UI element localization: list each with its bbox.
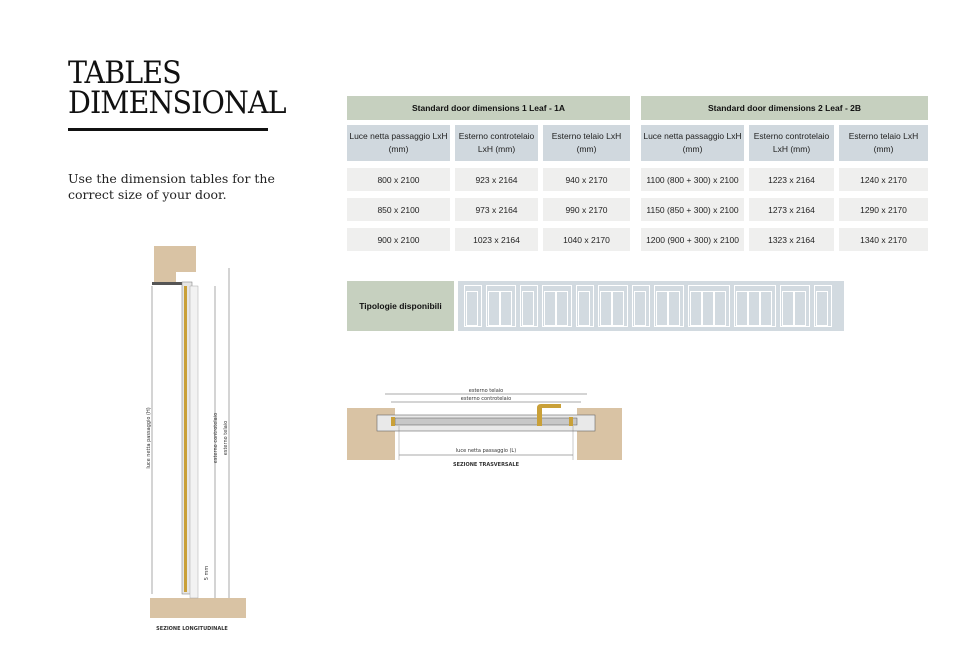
table-2-leaf [641, 96, 928, 251]
typologies-label: Tipologie disponibili [347, 281, 454, 331]
door-leaf-shape [544, 291, 556, 326]
table-cell: 1100 (800 + 300) x 2100 [641, 168, 744, 191]
door-leaf [395, 418, 577, 425]
door-leaf-shape [656, 291, 668, 326]
door-typology-icon [598, 285, 628, 327]
door-typology-icon [780, 285, 810, 327]
typologies-strip [458, 281, 844, 331]
door-leaf-shape [466, 291, 478, 326]
table-cell: 1290 x 2170 [839, 198, 928, 221]
label-gap: 5 mm [204, 565, 210, 581]
table-cell: 940 x 2170 [543, 168, 630, 191]
door-typology-icon [688, 285, 730, 327]
table-2-leaf-title: Standard door dimensions 2 Leaf - 2B [641, 96, 928, 120]
table-cell: 1223 x 2164 [749, 168, 834, 191]
door-leaf-shape [634, 291, 646, 326]
column-header: Esterno controtelaio LxH (mm) [749, 125, 834, 161]
table-cell: 990 x 2170 [543, 198, 630, 221]
table-cell: 1323 x 2164 [749, 228, 834, 251]
table-1-leaf [347, 96, 630, 251]
title-underline [68, 128, 268, 131]
door-leaf-shape [488, 291, 500, 326]
table-cell: 1200 (900 + 300) x 2100 [641, 228, 744, 251]
table-cell: 1340 x 2170 [839, 228, 928, 251]
door-leaf-shape [794, 291, 806, 326]
door-typology-icon [734, 285, 776, 327]
longitudinal-section-drawing [132, 228, 247, 638]
cross-section-caption: SEZIONE TRASVERSALE [452, 462, 520, 468]
cross-section-drawing [347, 382, 622, 482]
label-luce-netta-h: luce netta passaggio (H) [146, 407, 152, 469]
door-typology-icon [632, 285, 650, 327]
door-typology-icon [576, 285, 594, 327]
frame-side [190, 286, 198, 598]
table-cell: 1150 (850 + 300) x 2100 [641, 198, 744, 221]
door-typology-icon [654, 285, 684, 327]
door-typology-icon [486, 285, 516, 327]
page-title [68, 55, 286, 121]
column-header: Esterno telaio LxH (mm) [839, 125, 928, 161]
label-esterno-controtelaio: esterno controtelaio [460, 396, 512, 402]
gasket-strip [184, 286, 187, 592]
table-cell: 1023 x 2164 [455, 228, 538, 251]
table-row [641, 168, 928, 191]
gasket-left [391, 417, 395, 426]
title-line-1: TABLES [68, 55, 181, 91]
table-2-leaf-column-headers [641, 125, 928, 161]
floor [150, 598, 246, 618]
gasket-right [569, 417, 573, 426]
column-header: Esterno controtelaio LxH (mm) [455, 125, 538, 161]
intro-text: Use the dimension tables for the correct size of your door. [68, 171, 275, 202]
door-typology-icon [464, 285, 482, 327]
table-row [641, 228, 928, 251]
table-cell: 850 x 2100 [347, 198, 450, 221]
title-line-2: DIMENSIONAL [68, 85, 286, 121]
label-esterno-controtelaio: esterno controtelaio [213, 412, 219, 464]
door-leaf-shape [600, 291, 612, 326]
table-cell: 1240 x 2170 [839, 168, 928, 191]
table-1-leaf-column-headers [347, 125, 630, 161]
column-header: Luce netta passaggio LxH (mm) [641, 125, 744, 161]
table-cell: 800 x 2100 [347, 168, 450, 191]
door-leaf-shape [556, 291, 568, 326]
door-leaf-shape [578, 291, 590, 326]
table-cell: 1273 x 2164 [749, 198, 834, 221]
door-leaf-shape [760, 291, 772, 326]
label-luce-netta: luce netta passaggio (L) [455, 448, 517, 454]
door-leaf-shape [668, 291, 680, 326]
door-leaf-shape [714, 291, 726, 326]
door-leaf-shape [782, 291, 794, 326]
table-1-leaf-title: Standard door dimensions 1 Leaf - 1A [347, 96, 630, 120]
door-typology-icon [520, 285, 538, 327]
door-leaf-shape [748, 291, 760, 326]
door-leaf-shape [690, 291, 702, 326]
label-esterno-telaio: esterno telaio [223, 420, 229, 456]
table-cell: 923 x 2164 [455, 168, 538, 191]
table-row [347, 198, 630, 221]
door-leaf-shape [522, 291, 534, 326]
door-leaf-shape [612, 291, 624, 326]
door-typology-icon [814, 285, 832, 327]
table-row [347, 228, 630, 251]
door-leaf-shape [500, 291, 512, 326]
long-section-caption: SEZIONE LONGITUDINALE [156, 626, 228, 632]
door-leaf-shape [816, 291, 828, 326]
table-cell: 973 x 2164 [455, 198, 538, 221]
door-leaf-shape [702, 291, 714, 326]
label-esterno-telaio: esterno telaio [468, 388, 504, 394]
door-leaf-shape [736, 291, 748, 326]
table-cell: 1040 x 2170 [543, 228, 630, 251]
frame-top [152, 282, 182, 285]
table-row [347, 168, 630, 191]
table-cell: 900 x 2100 [347, 228, 450, 251]
door-typology-icon [542, 285, 572, 327]
column-header: Esterno telaio LxH (mm) [543, 125, 630, 161]
column-header: Luce netta passaggio LxH (mm) [347, 125, 450, 161]
table-row [641, 198, 928, 221]
